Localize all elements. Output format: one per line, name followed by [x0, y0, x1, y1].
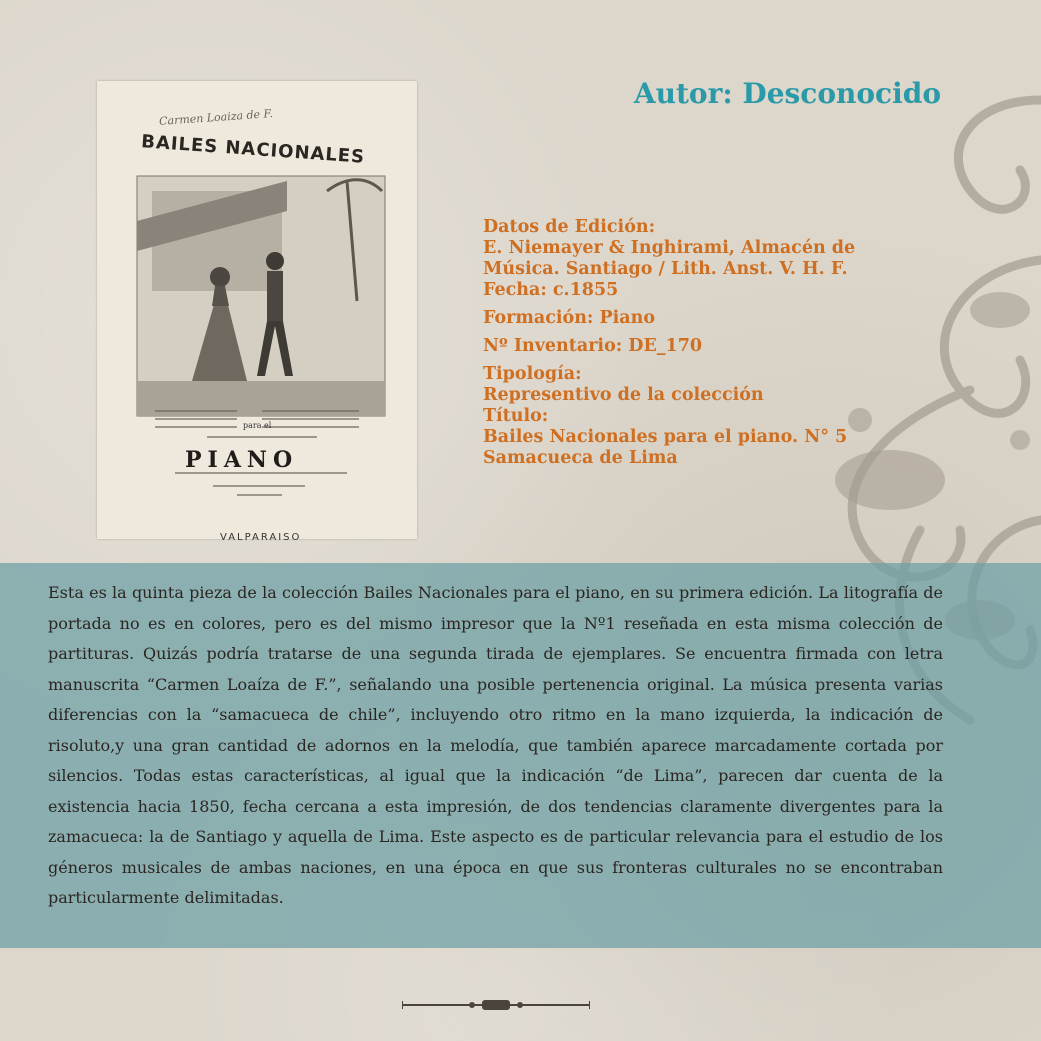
cover-para: para el [243, 421, 272, 430]
cover-title: BAILES NACIONALES [140, 131, 366, 168]
titulo-line-2: Samacueca de Lima [483, 448, 678, 468]
author-heading: Autor: Desconocido [633, 77, 941, 110]
tipologia-value: Representivo de la colección [483, 385, 764, 405]
titulo-label: Título: [483, 406, 549, 426]
edicion-line-1: E. Niemayer & Inghirami, Almacén de [483, 238, 856, 258]
cover-instrument: PIANO [185, 447, 299, 473]
sheet-music-cover [97, 81, 417, 543]
edicion-line-2: Música. Santiago / Lith. Anst. V. H. F. [483, 259, 848, 279]
titulo-line-1: Bailes Nacionales para el piano. N° 5 [483, 427, 848, 447]
fecha: Fecha: c.1855 [483, 280, 619, 300]
formacion: Formación: Piano [483, 308, 656, 328]
edicion-label: Datos de Edición: [483, 217, 656, 237]
cover-signature: Carmen Loaiza de F. [158, 107, 274, 128]
edition-metadata [483, 217, 923, 469]
inventario: Nº Inventario: DE_170 [483, 336, 703, 356]
cover-city: VALPARAISO [220, 532, 302, 543]
description-text: Esta es la quinta pieza de la colección Bailes Nacionales para el piano, en su primera edición. La litografía de portada no es en colores, pero es del mismo impresor que la Nº1 reseñada en esta misma colección de partituras. Quizás podría tratarse de una segunda tirada de ejemplares. Se encuentra firmada con letra manuscrita “Carmen Loaíza de F.”, señalando una posible pertenencia original. La música presenta varias diferencias con la “samacueca de chile”, incluyendo otro ritmo en la mano izquierda, la indicación de risoluto,y una gran cantidad de adornos en la melodía, que también aparece marcadamente cortada por silencios. Todas estas características, al igual que la indicación “de Lima”, parecen dar cuenta de la existencia hacia 1850, fecha cercana a esta impresión, de dos tendencias claramente divergentes para la zamacueca: la de Santiago y aquella de Lima. Este aspecto es de particular relevancia para el estudio de los géneros musicales de ambas naciones, en una época en que sus fronteras culturales no se encontraban particularmente delimitadas. [48, 583, 943, 907]
tipologia-label: Tipología: [483, 364, 582, 384]
ornament-divider [402, 997, 590, 1013]
